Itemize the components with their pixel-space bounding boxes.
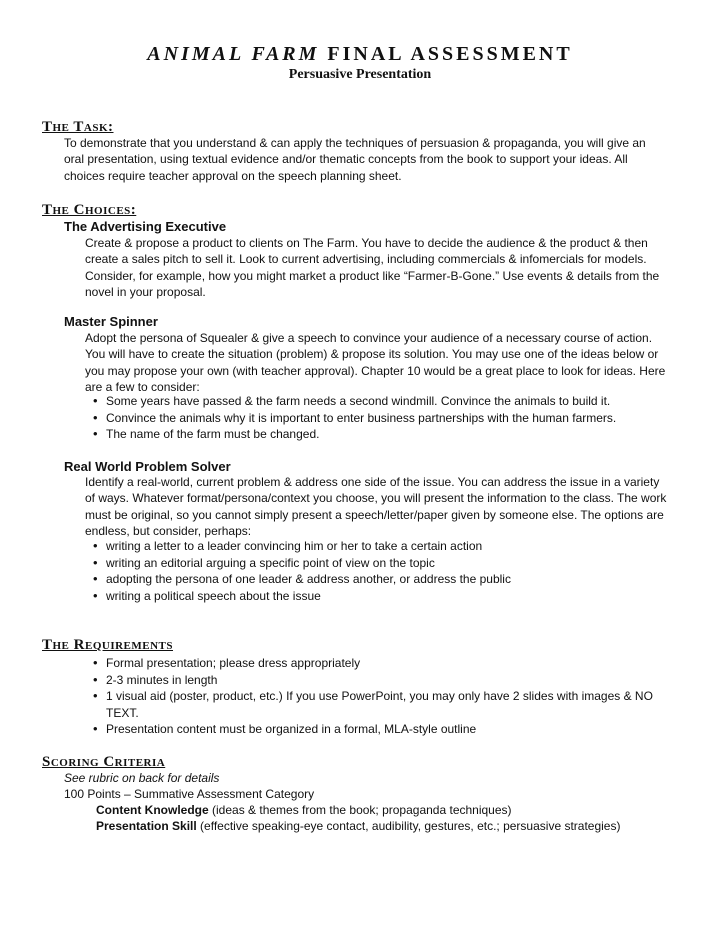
list-item: • The name of the farm must be changed.: [92, 426, 672, 443]
task-text: To demonstrate that you understand & can apply the techniques of persuasion & propaganda, you will give an oral presentation, using textual evidence and/or thematic concepts from the book to support your ideas. All choices require teacher approval on the speech planning sheet.: [64, 136, 646, 183]
real-world-bullet-list: [92, 538, 672, 604]
content-knowledge-label: Content Knowledge: [96, 803, 209, 817]
title-rest: FINAL ASSESSMENT: [327, 43, 573, 65]
list-item: • Some years have passed & the farm needs a second windmill. Convince the animals to build it.: [92, 393, 672, 410]
spinner-bullet-list: [92, 393, 672, 443]
list-item: • writing an editorial arguing a specific point of view on the topic: [92, 555, 672, 572]
advertising-text: Create & propose a product to clients on The Farm. You have to decide the audience & the product & then create a sales pitch to sell it. Look to current advertising, including commercials & infomercials for models. Consider, for example, how you might market a product like “Farmer-B-Gone.” Use events & details from the novel in your proposal.: [85, 236, 660, 299]
requirements-heading: The Requirements: [42, 637, 173, 653]
advertising-title: The Advertising Executive: [64, 219, 227, 234]
spinner-title: Master Spinner: [64, 314, 158, 329]
presentation-skill-detail: (effective speaking-eye contact, audibility, gestures, etc.; persuasive strategies): [196, 819, 621, 833]
scoring-note: See rubric on back for details: [64, 771, 220, 785]
list-item: • writing a political speech about the issue: [92, 588, 672, 605]
title-book-name: ANIMAL FARM: [147, 43, 320, 65]
document-title: [0, 42, 720, 66]
scoring-heading: Scoring Criteria: [42, 754, 166, 770]
real-world-title: Real World Problem Solver: [64, 459, 231, 474]
list-item: • Presentation content must be organized in a formal, MLA-style outline: [92, 721, 664, 738]
real-world-text: Identify a real-world, current problem & address one side of the issue. You can address the issue in a variety of ways. Whatever format/persona/context you choose, you will present the information to the class. The work must be original, so you cannot simply present a speech/letter/paper given by someone else. The options are endless, but consider, perhaps:: [85, 475, 667, 538]
task-heading: The Task:: [42, 119, 114, 135]
spinner-text: Adopt the persona of Squealer & give a speech to convince your audience of a necessary course of action. You will have to create the situation (problem) & propose its solution. You may use one of the ideas below or you may propose your own (with teacher approval). Chapter 10 would be a great place to look for ideas. Here are a few to consider:: [85, 331, 666, 394]
scoring-skill-line: [96, 818, 706, 834]
scoring-content-line: [96, 802, 696, 818]
list-item: • adopting the persona of one leader & address another, or address the public: [92, 571, 672, 588]
list-item: • Formal presentation; please dress appropriately: [92, 655, 664, 672]
scoring-points: 100 Points – Summative Assessment Category: [64, 787, 315, 801]
presentation-skill-label: Presentation Skill: [96, 819, 197, 833]
list-item: • 1 visual aid (poster, product, etc.) If you use PowerPoint, you may only have 2 slides with images & NO TEXT.: [92, 688, 664, 721]
list-item: • 2-3 minutes in length: [92, 672, 664, 689]
content-knowledge-detail: (ideas & themes from the book; propaganda techniques): [208, 803, 512, 817]
requirements-bullet-list: [92, 655, 664, 738]
list-item: • writing a letter to a leader convincing him or her to take a certain action: [92, 538, 672, 555]
document-subtitle: Persuasive Presentation: [288, 67, 432, 82]
list-item: • Convince the animals why it is important to enter business partnerships with the human farmers.: [92, 410, 672, 427]
choices-heading: The Choices:: [42, 202, 137, 218]
